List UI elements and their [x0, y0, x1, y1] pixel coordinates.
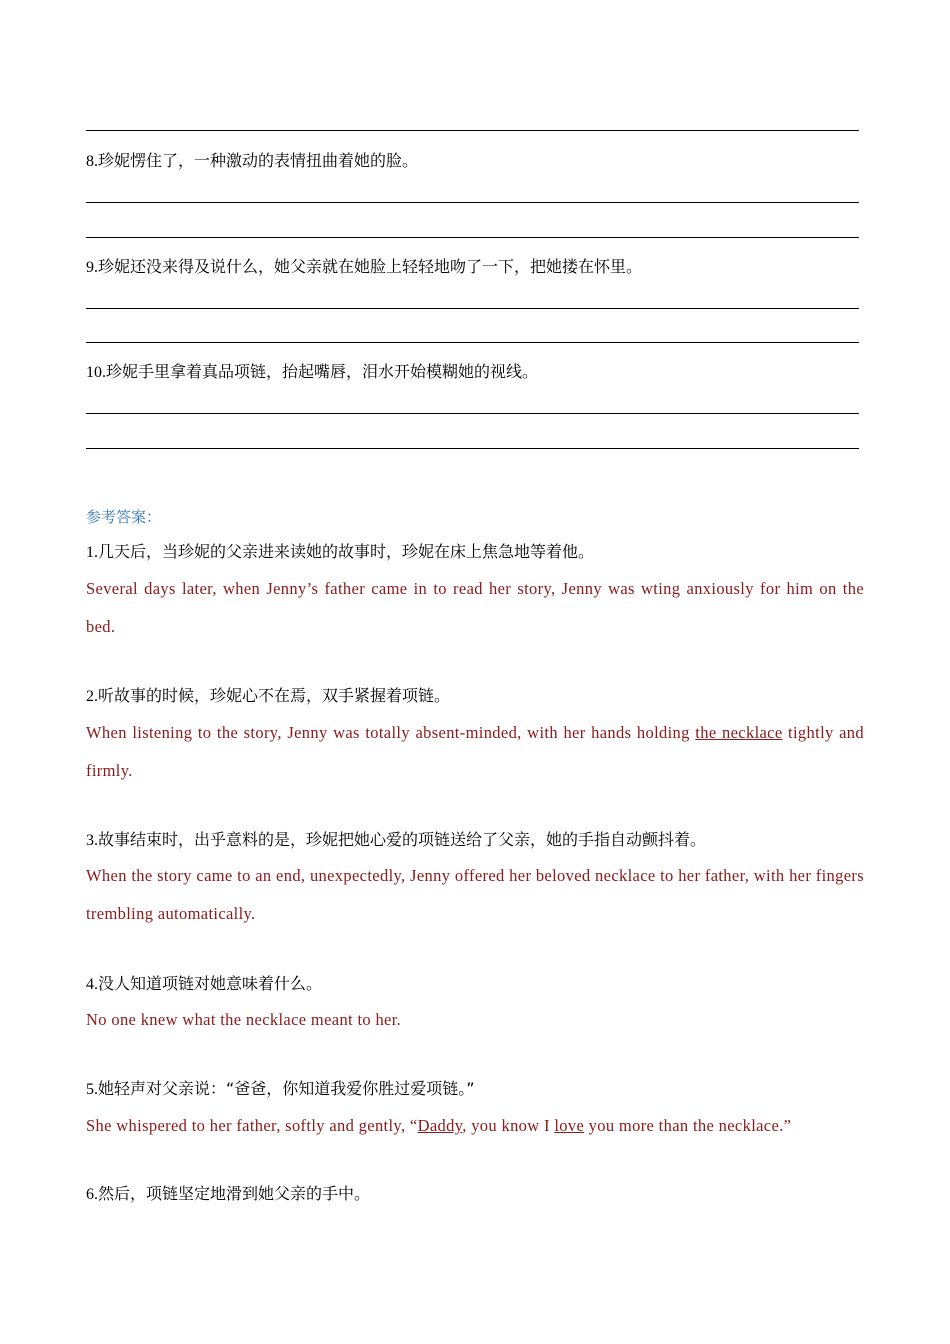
underlined-phrase: the necklace: [695, 723, 783, 742]
answer-2-chinese: [86, 686, 866, 707]
answer-line: [86, 130, 859, 131]
answer-line: [86, 413, 859, 414]
answer-1-english: Several days later, when Jenny’s father came in to read her story, Jenny was wting anxiously for him on the bed.: [86, 579, 864, 636]
answer-3-english: When the story came to an end, unexpectedly, Jenny offered her beloved necklace to her father, with her fingers trembling automatically.: [86, 866, 864, 923]
exercise-number: 8.: [86, 153, 98, 170]
english-text: tightly and firmly.: [86, 723, 865, 780]
exercise-10: [86, 362, 866, 383]
answer-number: 3.: [86, 832, 98, 849]
english-text: When listening to the story, Jenny was totally absent-minded, with her hands holding: [86, 723, 696, 742]
answer-number: 4.: [86, 976, 98, 993]
english-text: , you know I: [462, 1116, 555, 1135]
english-text: She whispered to her father, softly and gently, “: [86, 1116, 418, 1135]
answer-line: [86, 308, 859, 309]
answer-1-chinese: [86, 542, 866, 563]
answer-line: [86, 342, 859, 343]
answer-chinese-text: 几天后，当珍妮的父亲进来读她的故事时，珍妮在床上焦急地等着他。: [98, 542, 595, 561]
english-text: you more than the necklace.”: [584, 1116, 792, 1135]
exercise-number: 10.: [86, 364, 106, 381]
answer-number: 1.: [86, 544, 98, 561]
exercise-text: 珍妮愣住了，一种激动的表情扭曲着她的脸。: [98, 151, 419, 170]
answer-line: [86, 448, 859, 449]
answer-5-chinese: [86, 1079, 866, 1100]
answer-line: [86, 202, 859, 203]
exercise-text: 珍妮手里拿着真品项链，抬起嘴唇，泪水开始模糊她的视线。: [106, 362, 539, 381]
answer-number: 2.: [86, 688, 98, 705]
answer-chinese-text: 没人知道项链对她意味着什么。: [98, 974, 323, 993]
answer-3-chinese: [86, 830, 866, 851]
answer-6-chinese: [86, 1184, 866, 1205]
answer-5-english: [86, 1107, 864, 1145]
answer-4-english: No one knew what the necklace meant to her.: [86, 1010, 402, 1029]
answer-2-english: [86, 714, 864, 790]
underlined-word: love: [554, 1116, 585, 1135]
answer-chinese-text: 听故事的时候，珍妮心不在焉，双手紧握着项链。: [98, 686, 451, 705]
answers-title: 参考答案：: [86, 508, 162, 526]
answer-number: 5.: [86, 1081, 98, 1098]
exercise-8: [86, 151, 866, 172]
answer-4-chinese: [86, 974, 866, 995]
exercise-text: 珍妮还没来得及说什么，她父亲就在她脸上轻轻地吻了一下，把她搂在怀里。: [98, 257, 643, 276]
answer-chinese-text: 她轻声对父亲说：“爸爸，你知道我爱你胜过爱项链。”: [98, 1079, 475, 1098]
answer-chinese-text: 故事结束时，出乎意料的是，珍妮把她心爱的项链送给了父亲，她的手指自动颤抖着。: [98, 830, 707, 849]
exercise-9: [86, 257, 866, 278]
answer-line: [86, 237, 859, 238]
answer-number: 6.: [86, 1186, 98, 1203]
answer-chinese-text: 然后，项链坚定地滑到她父亲的手中。: [98, 1184, 371, 1203]
underlined-word: Daddy: [417, 1116, 463, 1135]
exercise-number: 9.: [86, 259, 98, 276]
